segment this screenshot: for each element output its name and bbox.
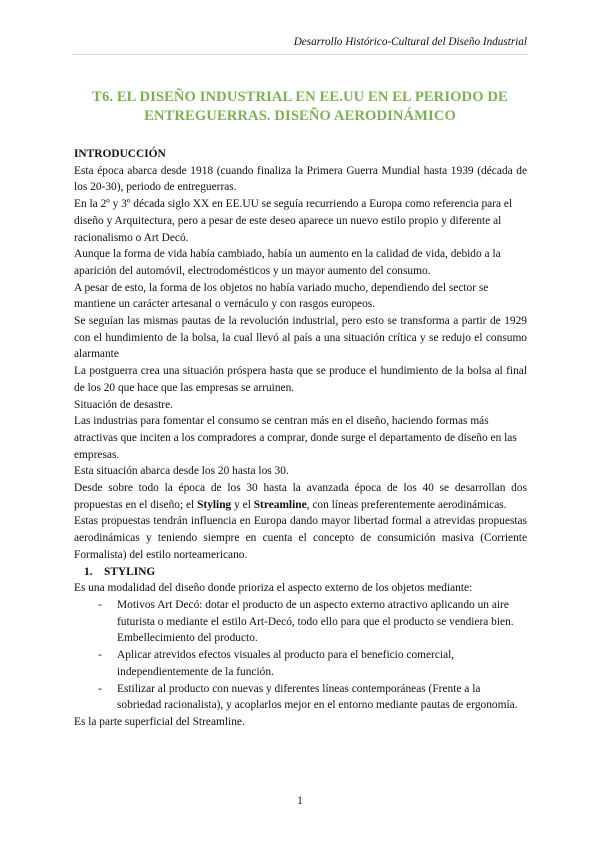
list-item-text: Estilizar al producto con nuevas y diferentes líneas contemporáneas (Frente a la sobriedad racionalista), y acoplarlos mejor en el entorno mediante pautas de ergonomía. [117,682,518,712]
list-item [98,681,527,714]
page-number: 1 [297,795,303,807]
paragraph: Se seguían las mismas pautas de la revolución industrial, pero esto se transforma a partir de 1929 con el hundimiento de la bolsa, la cual llevó al país a una situación crítica y se redujo el consumo alarmante [74,315,527,361]
list-item-text: Aplicar atrevidos efectos visuales al producto para el beneficio comercial, independientemente de la función. [117,649,455,678]
paragraph: La postguerra crea una situación próspera hasta que se produce el hundimiento de la bolsa al final de los 20 que hace que las empresas se arruinen. [74,365,527,394]
paragraph: Esta situación abarca desde los 20 hasta los 30. [74,465,289,478]
document-title: T6. EL DISEÑO INDUSTRIAL EN EE.UU EN EL PERIODO DE ENTREGUERRAS. DISEÑO AERODINÁMICO [92,89,508,124]
paragraph: Situación de desastre. [74,398,174,411]
paragraph: A pesar de esto, la forma de los objetos no había variado mucho, dependiendo del sector se mantiene un carácter artesanal o vernáculo y con rasgos europeos. [74,281,489,311]
list-item-text: Motivos Art Decó: dotar el producto de un aspecto externo atractivo aplicando un aire futurista o mediante el estilo Art-Decó, todo ello para que el producto se vendiera bien. Embellecimiento del producto. [117,598,514,645]
running-header: Desarrollo Histórico-Cultural del Diseño Industrial [293,36,527,48]
section-intro: Es una modalidad del diseño donde prioriza el aspecto externo de los objetos mediante: [74,582,473,595]
paragraph: Esta época abarca desde 1918 (cuando finaliza la Primera Guerra Mundial hasta 1939 (década de los 20-30), periodo de entreguerras. [74,164,527,194]
paragraph: Aunque la forma de vida había cambiado, había un aumento en la calidad de vida, debido a la aparición del automóvil, electrodomésticos y un mayor aumento del consumo. [74,248,501,277]
section-title: STYLING [104,565,156,578]
styling-term: Styling [197,498,232,511]
bullet-marker: - [98,649,102,662]
proposals-text: , con líneas preferentemente aerodinámicas. [306,498,507,511]
bullet-marker: - [98,598,102,611]
intro-heading: INTRODUCCIÓN [74,148,166,160]
proposals-text: Desde sobre todo la época de los 30 hasta la avanzada época de los 40 se desarrollan dos propuestas en el diseño; el [74,482,527,511]
section-number: 1. [84,565,93,578]
proposals-text: y el [231,498,254,511]
list-item [98,597,527,647]
header-divider [72,54,528,55]
paragraph: Las industrias para fomentar el consumo se centran más en el diseño, haciendo formas más atractivas que inciten a los compradores a comprar, donde surge el departamento de diseño en las empresas. [74,415,517,461]
list-item [98,647,527,680]
section-heading-styling [74,564,527,581]
paragraph: En la 2º y 3º década siglo XX en EE.UU se seguía recurriendo a Europa como referencia para el diseño y Arquitectura, pero a pesar de este deseo aparece un nuevo estilo propio y diferente al racionalismo o Art Decó. [74,198,513,244]
influence-paragraph: Estas propuestas tendrán influencia en Europa dando mayor libertad formal a atrevidas propuestas aerodinámicas y teniendo siempre en cuenta el concepto de consumición masiva (Corriente Formalista) del estilo norteamericano. [74,515,527,561]
streamline-term: Streamline [253,498,307,511]
bullet-marker: - [98,682,102,695]
styling-bullet-list [74,597,527,714]
proposals-paragraph [74,480,527,513]
section-closing: Es la parte superficial del Streamline. [74,715,245,728]
document-body [74,146,527,731]
